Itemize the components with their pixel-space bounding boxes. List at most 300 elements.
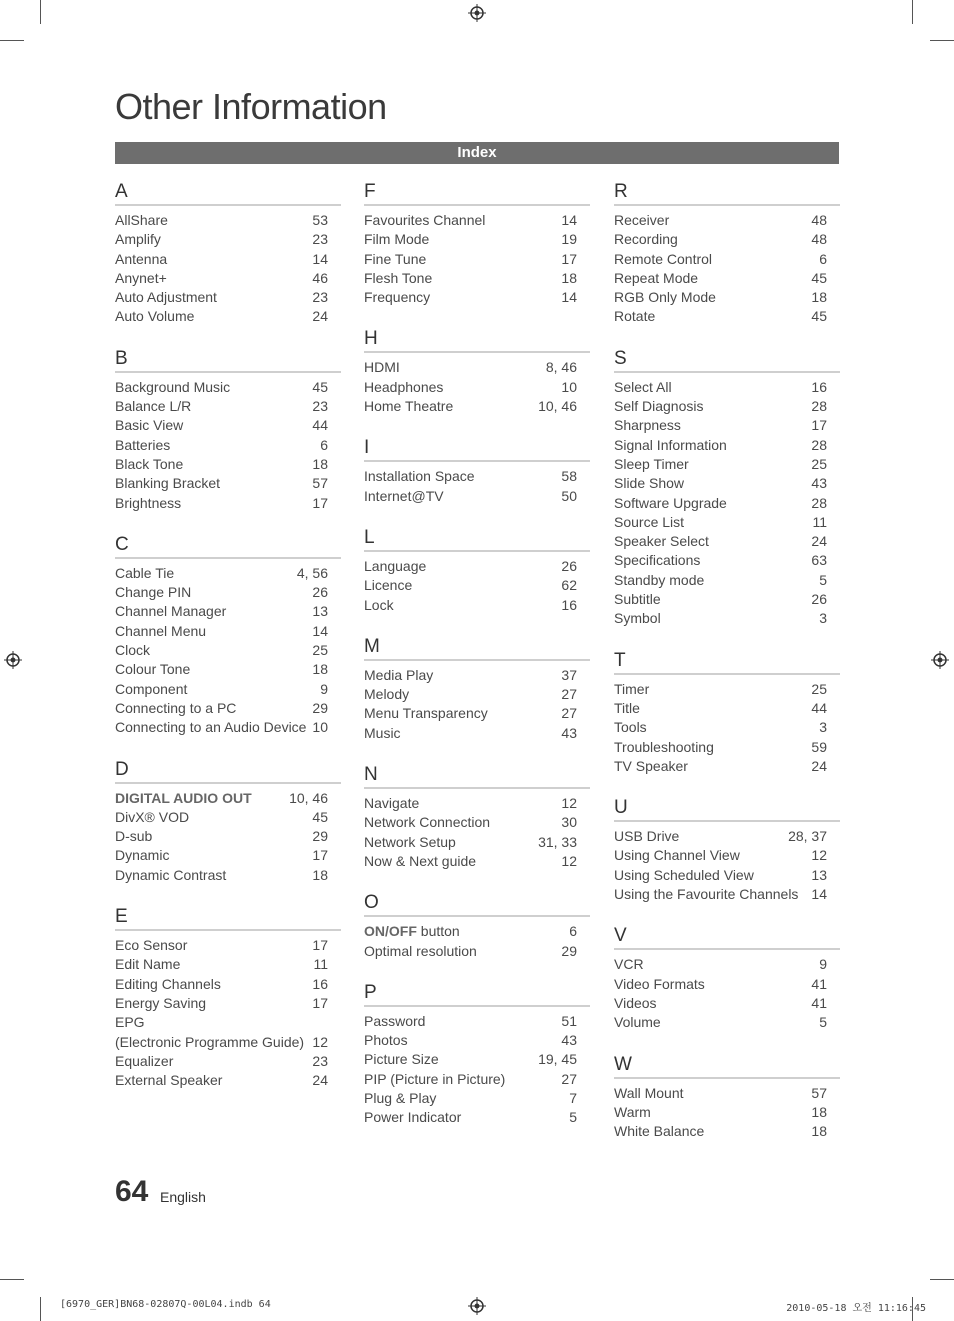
entry-term: Picture Size <box>364 1051 439 1068</box>
entry-term: Power Indicator <box>364 1109 462 1126</box>
entry-pages: 7 <box>569 1090 577 1107</box>
section-letter: U <box>614 796 840 822</box>
section-letter: W <box>614 1053 840 1079</box>
entry-pages: 13 <box>312 603 328 620</box>
entry-term: Title <box>614 699 640 716</box>
entry-term: VCR <box>614 956 644 973</box>
entry-pages: 45 <box>811 308 827 325</box>
index-entry <box>115 416 341 435</box>
index-entry <box>115 1071 341 1090</box>
index-entry <box>614 975 840 994</box>
index-column <box>614 180 840 1161</box>
index-section <box>614 1053 840 1142</box>
index-entry <box>614 211 840 230</box>
entry-pages: 18 <box>312 661 328 678</box>
entry-pages: 31, 33 <box>538 833 577 850</box>
entry-term: Password <box>364 1012 426 1029</box>
entry-term: Flesh Tone <box>364 269 433 286</box>
entry-pages: 5 <box>819 571 827 588</box>
entry-term: Black Tone <box>115 455 184 472</box>
entry-term-bold: DIGITAL AUDIO OUT <box>115 789 252 806</box>
entry-pages: 50 <box>561 487 577 504</box>
entry-term: Antenna <box>115 250 168 267</box>
index-section <box>364 436 590 506</box>
index-entry <box>115 211 341 230</box>
index-entry <box>364 922 590 941</box>
index-entry <box>614 307 840 326</box>
entry-term: TV Speaker <box>614 757 688 774</box>
entry-pages: 28 <box>811 436 827 453</box>
index-entry <box>614 1122 840 1141</box>
index-entry <box>364 557 590 576</box>
entry-pages: 11 <box>812 513 827 530</box>
index-entry <box>614 1084 840 1103</box>
index-entry <box>115 494 341 513</box>
entry-term: Sleep Timer <box>614 455 689 472</box>
entry-pages: 25 <box>811 680 827 697</box>
index-entry <box>364 1070 590 1089</box>
entry-term: Signal Information <box>614 436 727 453</box>
entry-term: Symbol <box>614 610 661 627</box>
index-entry <box>115 455 341 474</box>
entry-term: Blanking Bracket <box>115 475 221 492</box>
index-entry <box>614 494 840 513</box>
index-entry <box>364 1108 590 1127</box>
footer-file-info: [6970_GER]BN68-02807Q-00L04.indb 64 <box>60 1299 271 1310</box>
index-entry <box>364 576 590 595</box>
entry-pages: 24 <box>312 1072 328 1089</box>
crop-mark <box>930 1279 954 1280</box>
entry-pages: 17 <box>312 847 328 864</box>
entry-term: Troubleshooting <box>614 738 714 755</box>
entry-pages: 26 <box>312 584 328 601</box>
registration-mark-icon <box>468 4 486 22</box>
index-entry <box>614 955 840 974</box>
crop-mark <box>0 40 24 41</box>
entry-pages: 48 <box>811 212 827 228</box>
index-entry <box>115 718 341 737</box>
entry-term: Network Setup <box>364 833 456 850</box>
index-entry <box>364 685 590 704</box>
entry-pages: 6 <box>569 923 577 940</box>
entry-term: Equalizer <box>115 1052 174 1069</box>
entry-pages: 23 <box>312 231 328 248</box>
entry-term: Film Mode <box>364 231 430 248</box>
index-entry <box>614 269 840 288</box>
entry-term: Repeat Mode <box>614 269 699 286</box>
index-section <box>614 347 840 629</box>
entry-term: Subtitle <box>614 591 661 608</box>
entry-term: PIP (Picture in Picture) <box>364 1070 506 1087</box>
index-entry <box>115 827 341 846</box>
page-language: English <box>160 1189 206 1205</box>
entry-pages: 25 <box>811 455 827 472</box>
footer-date: 2010-05-18 오전 11:16:45 <box>786 1303 926 1314</box>
entry-pages: 63 <box>811 552 827 569</box>
entry-pages: 51 <box>561 1012 577 1029</box>
index-entry <box>364 724 590 743</box>
entry-term: Network Connection <box>364 814 491 831</box>
entry-term: RGB Only Mode <box>614 289 716 306</box>
entry-pages: 45 <box>811 269 827 286</box>
entry-term: Timer <box>614 680 650 697</box>
index-entry <box>115 1013 341 1032</box>
index-entry <box>115 288 341 307</box>
index-entry <box>614 513 840 532</box>
entry-pages: 17 <box>312 937 328 954</box>
entry-term: Editing Channels <box>115 975 221 992</box>
index-entry <box>364 1089 590 1108</box>
index-entry <box>115 846 341 865</box>
entry-pages: 4, 56 <box>296 564 328 581</box>
entry-pages: 44 <box>312 417 328 434</box>
entry-pages: 18 <box>561 269 577 286</box>
entry-term: Rotate <box>614 308 656 325</box>
index-entry <box>614 738 840 757</box>
entry-pages: 19, 45 <box>538 1051 577 1068</box>
entry-term: Internet@TV <box>364 487 444 504</box>
entry-term: D-sub <box>115 828 153 845</box>
entry-term: Using the Favourite Channels <box>614 886 799 903</box>
entry-pages: 57 <box>312 475 328 492</box>
index-entry <box>364 467 590 486</box>
entry-pages: 24 <box>811 757 827 774</box>
entry-pages: 17 <box>312 494 328 511</box>
index-entry <box>364 230 590 249</box>
entry-pages: 30 <box>561 814 577 831</box>
entry-term: Eco Sensor <box>115 937 188 954</box>
index-entry <box>115 866 341 885</box>
index-entry <box>614 436 840 455</box>
index-entry <box>115 436 341 455</box>
entry-pages: 5 <box>569 1109 577 1126</box>
entry-term: External Speaker <box>115 1072 223 1089</box>
entry-term: Specifications <box>614 552 701 569</box>
section-letter: M <box>364 635 590 661</box>
page-title: Other Information <box>115 86 387 127</box>
entry-pages: 18 <box>811 289 827 306</box>
registration-mark-icon <box>468 1297 486 1315</box>
entry-term: USB Drive <box>614 828 680 845</box>
crop-mark <box>930 40 954 41</box>
entry-term <box>364 922 460 941</box>
entry-pages: 59 <box>811 738 827 755</box>
index-entry <box>115 660 341 679</box>
entry-term: Clock <box>115 642 151 659</box>
index-section <box>364 180 590 307</box>
entry-pages: 18 <box>811 1123 827 1140</box>
crop-mark <box>912 0 913 24</box>
index-entry <box>115 250 341 269</box>
index-entry <box>115 622 341 641</box>
index-entry <box>364 596 590 615</box>
entry-pages: 3 <box>819 719 827 736</box>
entry-term: Change PIN <box>115 584 192 601</box>
entry-pages: 6 <box>320 436 328 453</box>
entry-pages: 62 <box>561 577 577 594</box>
index-entry <box>364 288 590 307</box>
index-entry <box>364 358 590 377</box>
entry-term-text: button <box>416 923 460 940</box>
entry-pages: 28 <box>811 398 827 415</box>
entry-pages: 26 <box>561 557 577 574</box>
entry-pages: 18 <box>312 866 328 883</box>
entry-pages: 28, 37 <box>788 828 827 845</box>
entry-pages: 12 <box>811 847 827 864</box>
entry-pages: 29 <box>561 942 577 959</box>
entry-pages: 13 <box>811 866 827 883</box>
entry-pages: 12 <box>561 795 577 812</box>
section-letter: P <box>364 981 590 1007</box>
entry-pages: 37 <box>561 666 577 683</box>
index-entry <box>614 532 840 551</box>
index-entry <box>115 808 341 827</box>
entry-term: AllShare <box>115 212 168 228</box>
entry-term: Warm <box>614 1103 651 1120</box>
registration-mark-icon <box>4 651 22 669</box>
index-section <box>115 533 341 738</box>
entry-term: Music <box>364 724 401 741</box>
entry-term: Media Play <box>364 666 434 683</box>
entry-term: Software Upgrade <box>614 494 727 511</box>
entry-pages: 24 <box>312 308 328 325</box>
entry-pages: 46 <box>312 269 328 286</box>
entry-pages: 43 <box>561 1032 577 1049</box>
entry-term: Component <box>115 680 188 697</box>
entry-pages: 27 <box>561 1070 577 1087</box>
entry-pages: 14 <box>811 886 827 903</box>
entry-pages: 10 <box>561 378 577 395</box>
index-entry <box>614 590 840 609</box>
index-entry <box>115 641 341 660</box>
entry-pages: 43 <box>561 724 577 741</box>
index-section <box>614 649 840 776</box>
index-column <box>115 180 341 1110</box>
index-entry <box>614 455 840 474</box>
index-section <box>115 905 341 1090</box>
entry-term: Connecting to a PC <box>115 699 237 716</box>
page-number: 64 <box>115 1175 149 1208</box>
index-entry <box>614 866 840 885</box>
entry-term: Using Channel View <box>614 847 740 864</box>
entry-pages: 17 <box>811 417 827 434</box>
entry-pages: 53 <box>312 212 328 228</box>
index-entry <box>115 680 341 699</box>
section-letter: H <box>364 327 590 353</box>
entry-term: Sharpness <box>614 417 681 434</box>
entry-pages: 18 <box>312 455 328 472</box>
entry-pages: 41 <box>811 994 827 1011</box>
entry-pages: 9 <box>320 680 328 697</box>
index-entry <box>614 288 840 307</box>
entry-term: Dynamic Contrast <box>115 866 227 883</box>
section-letter: I <box>364 436 590 462</box>
index-entry <box>115 583 341 602</box>
entry-term: Melody <box>364 686 410 703</box>
entry-pages: 48 <box>811 231 827 248</box>
index-entry <box>614 718 840 737</box>
entry-pages: 5 <box>819 1014 827 1031</box>
section-letter: A <box>115 180 341 206</box>
index-section <box>115 758 341 885</box>
entry-term: Volume <box>614 1014 661 1031</box>
entry-term: Auto Volume <box>115 308 195 325</box>
index-section <box>115 347 341 513</box>
index-entry <box>364 794 590 813</box>
index-header: Index <box>115 142 839 164</box>
index-entry <box>614 474 840 493</box>
index-entry <box>364 852 590 871</box>
registration-mark-icon <box>931 651 949 669</box>
index-entry <box>115 975 341 994</box>
index-entry <box>614 397 840 416</box>
entry-pages: 29 <box>312 699 328 716</box>
entry-term: Energy Saving <box>115 994 207 1011</box>
entry-term: EPG <box>115 1014 145 1031</box>
index-entry <box>364 1012 590 1031</box>
entry-term: Connecting to an Audio Device <box>115 719 307 736</box>
entry-pages: 18 <box>811 1103 827 1120</box>
index-entry <box>614 416 840 435</box>
entry-pages: 16 <box>312 975 328 992</box>
index-entry <box>614 699 840 718</box>
entry-pages: 14 <box>312 250 328 267</box>
entry-pages: 3 <box>819 610 827 627</box>
entry-term: HDMI <box>364 359 400 376</box>
entry-term: Balance L/R <box>115 398 192 415</box>
entry-pages: 57 <box>811 1084 827 1101</box>
entry-term: Now & Next guide <box>364 852 477 869</box>
entry-term: Batteries <box>115 436 171 453</box>
section-letter: C <box>115 533 341 559</box>
entry-term: Plug & Play <box>364 1090 437 1107</box>
index-entry <box>364 813 590 832</box>
entry-term: Background Music <box>115 378 231 395</box>
entry-pages: 43 <box>811 475 827 492</box>
section-letter: F <box>364 180 590 206</box>
index-entry <box>364 487 590 506</box>
entry-term: Brightness <box>115 494 182 511</box>
index-entry <box>115 1052 341 1071</box>
entry-term: Remote Control <box>614 250 713 267</box>
index-entry <box>115 936 341 955</box>
entry-pages: 24 <box>811 533 827 550</box>
crop-mark <box>40 1297 41 1321</box>
index-entry <box>614 827 840 846</box>
entry-term: Amplify <box>115 231 161 248</box>
entry-pages: 17 <box>561 250 577 267</box>
index-entry <box>614 230 840 249</box>
entry-term: DivX® VOD <box>115 808 190 825</box>
entry-term: Standby mode <box>614 571 705 588</box>
entry-term: Menu Transparency <box>364 705 488 722</box>
entry-term: Frequency <box>364 289 431 306</box>
entry-term: Select All <box>614 378 672 395</box>
entry-term: Slide Show <box>614 475 685 492</box>
index-entry <box>115 602 341 621</box>
section-letter: E <box>115 905 341 931</box>
entry-term: Basic View <box>115 417 184 434</box>
index-column <box>364 180 590 1148</box>
entry-term: Headphones <box>364 378 444 395</box>
entry-term <box>115 789 252 808</box>
entry-term: Auto Adjustment <box>115 289 217 306</box>
entry-term: Video Formats <box>614 975 705 992</box>
entry-term: (Electronic Programme Guide) <box>115 1033 305 1050</box>
entry-pages: 10, 46 <box>289 789 328 806</box>
entry-pages: 23 <box>312 1052 328 1069</box>
index-entry <box>115 230 341 249</box>
index-entry <box>614 1103 840 1122</box>
entry-pages: 12 <box>561 852 577 869</box>
entry-term: Source List <box>614 513 685 530</box>
index-entry <box>364 378 590 397</box>
index-section <box>115 180 341 327</box>
entry-term: Fine Tune <box>364 250 427 267</box>
entry-pages: 45 <box>312 808 328 825</box>
entry-pages: 14 <box>312 622 328 639</box>
entry-pages: 44 <box>811 699 827 716</box>
entry-pages: 11 <box>313 956 328 973</box>
crop-mark <box>40 0 41 24</box>
index-entry <box>115 269 341 288</box>
entry-term: Channel Menu <box>115 622 207 639</box>
index-entry <box>364 1050 590 1069</box>
entry-pages: 16 <box>561 596 577 613</box>
entry-pages: 19 <box>561 231 577 248</box>
entry-pages: 25 <box>312 642 328 659</box>
index-entry <box>364 666 590 685</box>
section-letter: T <box>614 649 840 675</box>
index-entry <box>115 789 341 808</box>
entry-term: Lock <box>364 596 394 613</box>
index-entry <box>614 551 840 570</box>
entry-pages: 14 <box>561 289 577 306</box>
entry-pages: 45 <box>312 378 328 395</box>
entry-term: Optimal resolution <box>364 942 477 959</box>
entry-term: Recording <box>614 231 678 248</box>
index-entry <box>614 885 840 904</box>
entry-pages: 8, 46 <box>545 359 577 376</box>
section-letter: D <box>115 758 341 784</box>
index-entry <box>115 955 341 974</box>
entry-term: Dynamic <box>115 847 170 864</box>
entry-term: Tools <box>614 719 647 736</box>
entry-pages: 26 <box>811 591 827 608</box>
entry-pages: 14 <box>561 212 577 228</box>
entry-pages: 58 <box>561 468 577 485</box>
entry-term: Cable Tie <box>115 564 175 581</box>
section-letter: B <box>115 347 341 373</box>
entry-pages: 9 <box>819 956 827 973</box>
index-entry <box>115 378 341 397</box>
index-entry <box>364 397 590 416</box>
entry-pages: 10, 46 <box>538 398 577 415</box>
entry-term: Colour Tone <box>115 661 191 678</box>
index-entry <box>614 571 840 590</box>
index-entry <box>115 1033 341 1052</box>
entry-pages: 12 <box>312 1033 328 1050</box>
entry-term: White Balance <box>614 1123 705 1140</box>
entry-term: Videos <box>614 994 657 1011</box>
index-entry <box>115 564 341 583</box>
entry-pages: 23 <box>312 289 328 306</box>
index-entry <box>614 378 840 397</box>
index-section <box>364 981 590 1128</box>
entry-term: Photos <box>364 1032 408 1049</box>
entry-pages: 28 <box>811 494 827 511</box>
index-section <box>364 763 590 871</box>
